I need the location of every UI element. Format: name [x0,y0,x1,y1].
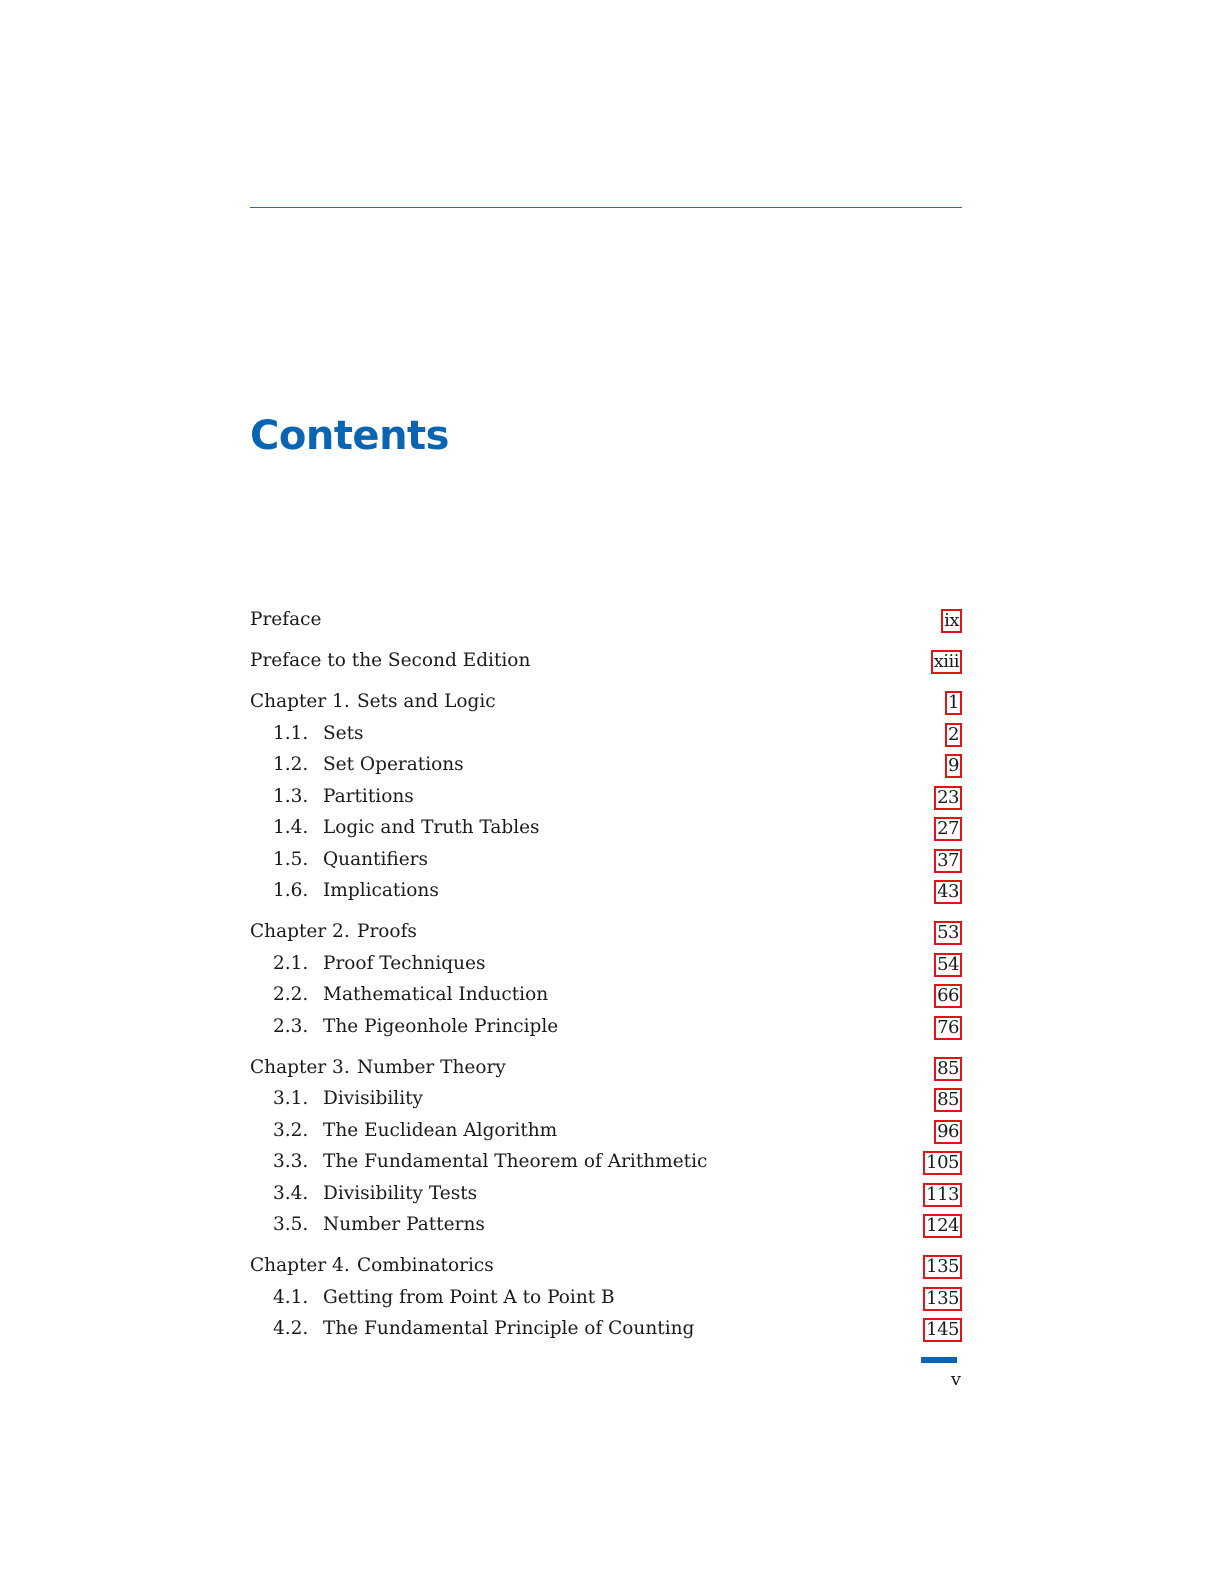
toc-page-link[interactable]: 43 [934,880,962,904]
toc-label: Sets and Logic [357,691,496,712]
toc-page-link[interactable]: 105 [923,1151,962,1175]
toc-chapter-number: Chapter 1. [250,691,350,712]
toc-label: Combinatorics [357,1255,494,1276]
toc-label: The Pigeonhole Principle [323,1015,559,1037]
toc-label: Proofs [357,921,417,942]
toc-label: Mathematical Induction [323,984,549,1005]
toc-page-link[interactable]: 37 [934,849,962,873]
folio-bar [921,1357,957,1363]
toc-section-number: 2.3. [273,1015,309,1037]
toc-section-number: 1.2. [273,754,309,775]
toc-entry-preface-second-edition [250,645,962,677]
toc-label: The Euclidean Algorithm [323,1119,558,1141]
toc-section-number: 3.4. [273,1182,309,1204]
toc-section-number: 1.1. [273,722,309,744]
toc-label: Number Patterns [323,1214,485,1235]
toc-label: Logic and Truth Tables [323,817,540,838]
toc-section-number: 3.2. [273,1119,309,1141]
table-of-contents [250,604,962,1345]
toc-page-link[interactable]: 66 [934,984,962,1008]
toc-label: Getting from Point A to Point B [323,1286,615,1308]
toc-section-1-4 [250,812,962,844]
toc-chapter-3 [250,1052,962,1084]
toc-chapter-number: Chapter 4. [250,1255,350,1276]
toc-page-link[interactable]: 76 [934,1016,962,1040]
toc-label: Set Operations [323,754,464,775]
toc-label: The Fundamental Principle of Counting [323,1318,695,1339]
page-number: v [950,1369,961,1390]
toc-section-1-3 [250,781,962,813]
toc-entry-preface [250,604,962,636]
page-title: Contents [250,413,449,459]
toc-section-1-2 [250,749,962,781]
toc-section-number: 1.4. [273,817,309,838]
toc-section-number: 2.2. [273,984,309,1005]
toc-label: Sets [323,722,364,744]
toc-section-number: 3.5. [273,1214,309,1235]
toc-section-1-6 [250,875,962,907]
toc-section-number: 4.2. [273,1318,309,1339]
toc-label: Divisibility Tests [323,1182,478,1204]
toc-page-link[interactable]: 53 [934,921,962,945]
toc-chapter-1 [250,686,962,718]
toc-page-link[interactable]: 27 [934,817,962,841]
toc-section-number: 3.1. [273,1088,309,1109]
toc-section-2-2 [250,979,962,1011]
toc-chapter-4 [250,1250,962,1282]
toc-label: Number Theory [357,1056,506,1078]
toc-page-link[interactable]: 135 [923,1287,962,1311]
toc-section-3-4 [250,1178,962,1210]
toc-chapter-number: Chapter 2. [250,921,350,942]
toc-label: The Fundamental Theorem of Arithmetic [323,1151,708,1172]
header-rule [250,207,962,208]
toc-section-3-2 [250,1115,962,1147]
toc-page-link[interactable]: 85 [934,1088,962,1112]
toc-page-link[interactable]: 2 [945,723,962,747]
toc-section-1-5 [250,844,962,876]
toc-section-number: 1.3. [273,785,309,807]
toc-section-2-3 [250,1011,962,1043]
toc-section-number: 2.1. [273,952,309,974]
toc-chapter-number: Chapter 3. [250,1056,350,1078]
toc-section-4-2 [250,1313,962,1345]
toc-section-3-1 [250,1083,962,1115]
toc-page-link[interactable]: 145 [923,1318,962,1342]
toc-section-3-5 [250,1209,962,1241]
toc-label: Proof Techniques [323,952,486,974]
toc-page-link[interactable]: 124 [923,1214,962,1238]
toc-label: Divisibility [323,1088,424,1109]
toc-page-link[interactable]: 85 [934,1057,962,1081]
toc-page-link[interactable]: ix [941,609,962,633]
toc-label: Preface to the Second Edition [250,650,531,671]
toc-label: Partitions [323,785,414,807]
toc-chapter-2 [250,916,962,948]
toc-page-link[interactable]: 23 [934,786,962,810]
toc-page-link[interactable]: 54 [934,953,962,977]
toc-section-3-3 [250,1146,962,1178]
toc-section-number: 1.6. [273,880,309,901]
toc-section-number: 3.3. [273,1151,309,1172]
toc-page-link[interactable]: 96 [934,1120,962,1144]
toc-page-link[interactable]: 113 [923,1183,962,1207]
toc-page-link[interactable]: 1 [945,691,962,715]
toc-page-link[interactable]: 135 [923,1255,962,1279]
toc-section-1-1 [250,718,962,750]
toc-page-link[interactable]: xiii [931,650,962,674]
toc-section-2-1 [250,948,962,980]
toc-page-link[interactable]: 9 [945,754,962,778]
toc-section-number: 4.1. [273,1286,309,1308]
toc-section-number: 1.5. [273,848,309,870]
toc-section-4-1 [250,1282,962,1314]
toc-label: Preface [250,609,322,630]
toc-label: Implications [323,880,439,901]
toc-label: Quantifiers [323,848,429,870]
